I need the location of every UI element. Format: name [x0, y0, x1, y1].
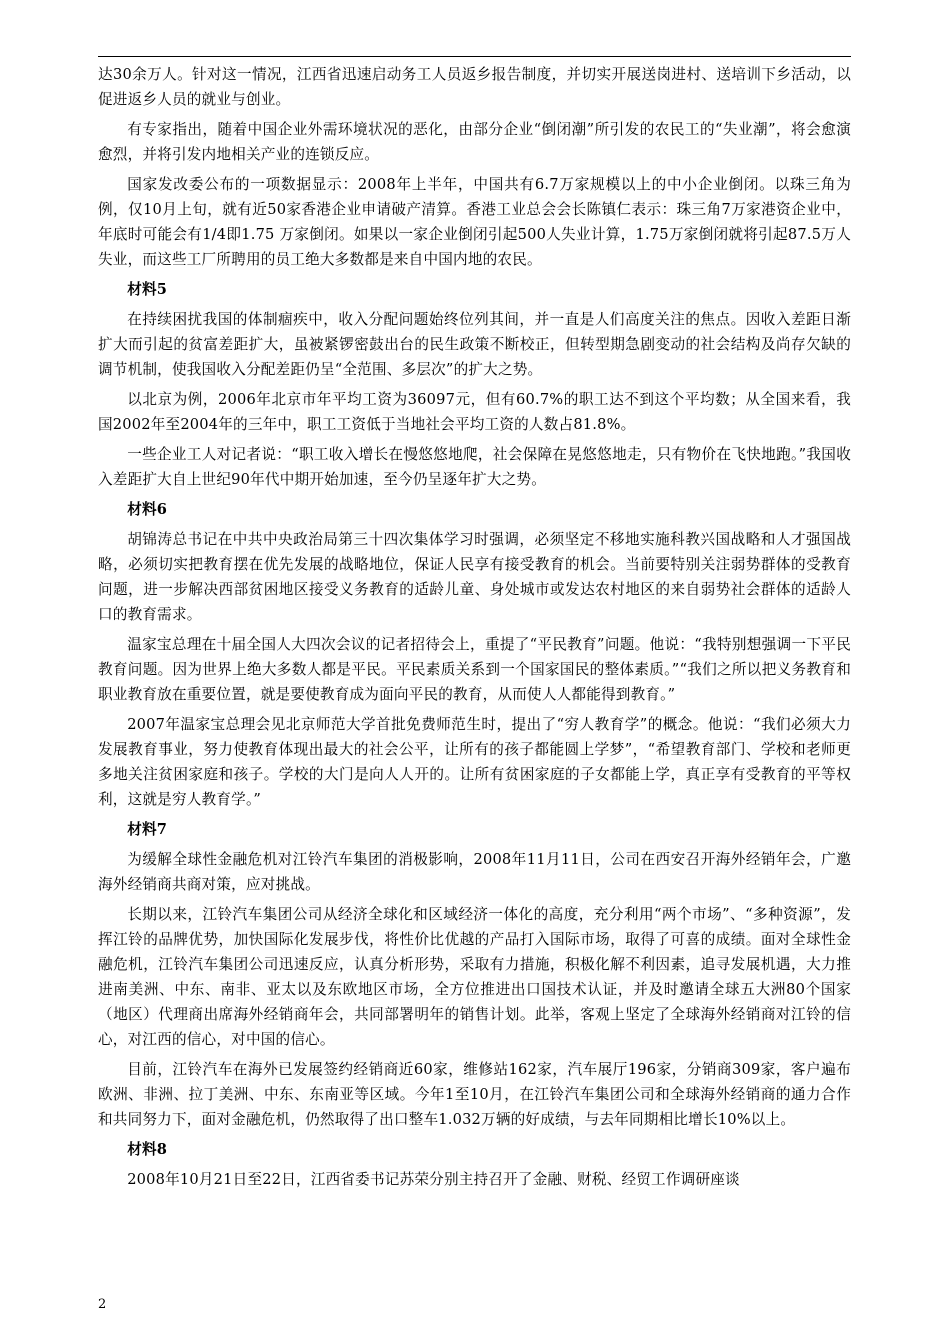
section-heading-material-8: 材料8 — [127, 1141, 168, 1158]
paragraph: 一些企业工人对记者说：“职工收入增长在慢悠悠地爬，社会保障在晃悠悠地走，只有物价在飞快地跑。”我国收入差距扩大自上世纪90年代中期开始加速，至今仍呈逐年扩大之势。 — [98, 446, 851, 488]
paragraph: 有专家指出，随着中国企业外需环境状况的恶化，由部分企业“倒闭潮”所引发的农民工的“失业潮”，将会愈演愈烈，并将引发内地相关产业的连锁反应。 — [98, 121, 851, 163]
paragraph: 胡锦涛总书记在中共中央政治局第三十四次集体学习时强调，必须坚定不移地实施科教兴国战略和人才强国战略，必须切实把教育摆在优先发展的战略地位，保证人民享有接受教育的机会。当前要特别关注弱势群体的受教育问题，进一步解决西部贫困地区接受义务教育的适龄儿童、身处城市或发达农村地区的来自弱势社会群体的适龄人口的教育需求。 — [98, 531, 851, 623]
section-heading-material-7: 材料7 — [127, 821, 168, 838]
document-body — [98, 62, 851, 1197]
section-heading-material-5: 材料5 — [127, 281, 168, 298]
header-rule — [98, 56, 851, 57]
paragraph: 2007年温家宝总理会见北京师范大学首批免费师范生时，提出了“穷人教育学”的概念。他说：“我们必须大力发展教育事业，努力使教育体现出最大的社会公平，让所有的孩子都能圆上学梦”，“希望教育部门、学校和老师更多地关注贫困家庭和孩子。学校的大门是向人人开的。让所有贫困家庭的子女都能上学，真正享有受教育的平等权利，这就是穷人教育学。” — [98, 716, 851, 808]
paragraph: 达30余万人。针对这一情况，江西省迅速启动务工人员返乡报告制度，并切实开展送岗进村、送培训下乡活动，以促进返乡人员的就业与创业。 — [98, 66, 851, 108]
section-heading-material-6: 材料6 — [127, 501, 168, 518]
paragraph: 国家发改委公布的一项数据显示：2008年上半年，中国共有6.7万家规模以上的中小企业倒闭。以珠三角为例，仅10月上旬，就有近50家香港企业申请破产清算。香港工业总会会长陈镇仁表示：珠三角7万家港资企业中，年底时可能会有1/4即1.75 万家倒闭。如果以一家企业倒闭引起500人失业计算，1.75万家倒闭就将引起87.5万人失业，而这些工厂所聘用的员工绝大多数都是来自中国内地的农民。 — [98, 176, 851, 268]
page-number: 2 — [98, 1297, 107, 1312]
paragraph: 以北京为例，2006年北京市年平均工资为36097元，但有60.7%的职工达不到这个平均数；从全国来看，我国2002年至2004年的三年中，职工工资低于当地社会平均工资的人数占81.8%。 — [98, 391, 851, 433]
paragraph: 2008年10月21日至22日，江西省委书记苏荣分别主持召开了金融、财税、经贸工作调研座谈 — [127, 1171, 740, 1188]
paragraph: 长期以来，江铃汽车集团公司从经济全球化和区域经济一体化的高度，充分利用“两个市场”、“多种资源”，发挥江铃的品牌优势，加快国际化发展步伐，将性价比优越的产品打入国际市场，取得了可喜的成绩。面对全球性金融危机，江铃汽车集团公司迅速反应，认真分析形势，采取有力措施，积极化解不利因素，追寻发展机遇，大力推进南美洲、中东、南非、亚太以及东欧地区市场，全方位推进出口国技术认证，并及时邀请全球五大洲80个国家（地区）代理商出席海外经销商年会，共同部署明年的销售计划。此举，客观上坚定了全球海外经销商对江铃的信心，对江西的信心，对中国的信心。 — [98, 906, 851, 1048]
paragraph: 在持续困扰我国的体制痼疾中，收入分配问题始终位列其间，并一直是人们高度关注的焦点。因收入差距日渐扩大而引起的贫富差距扩大，虽被紧锣密鼓出台的民生政策不断校正，但转型期急剧变动的社会结构及尚存欠缺的调节机制，使我国收入分配差距仍呈“全范围、多层次”的扩大之势。 — [98, 311, 851, 378]
paragraph: 为缓解全球性金融危机对江铃汽车集团的消极影响，2008年11月11日，公司在西安召开海外经销年会，广邀海外经销商共商对策，应对挑战。 — [98, 851, 851, 893]
paragraph: 目前，江铃汽车在海外已发展签约经销商近60家，维修站162家，汽车展厅196家，分销商309家，客户遍布欧洲、非洲、拉丁美洲、中东、东南亚等区域。今年1至10月，在江铃汽车集团公司和全球海外经销商的通力合作和共同努力下，面对金融危机，仍然取得了出口整车1.032万辆的好成绩，与去年同期相比增长10%以上。 — [98, 1061, 851, 1128]
paragraph: 温家宝总理在十届全国人大四次会议的记者招待会上，重提了“平民教育”问题。他说：“我特别想强调一下平民教育问题。因为世界上绝大多数人都是平民。平民素质关系到一个国家国民的整体素质。”“我们之所以把义务教育和职业教育放在重要位置，就是要使教育成为面向平民的教育，从而使人人都能得到教育。” — [98, 636, 851, 703]
